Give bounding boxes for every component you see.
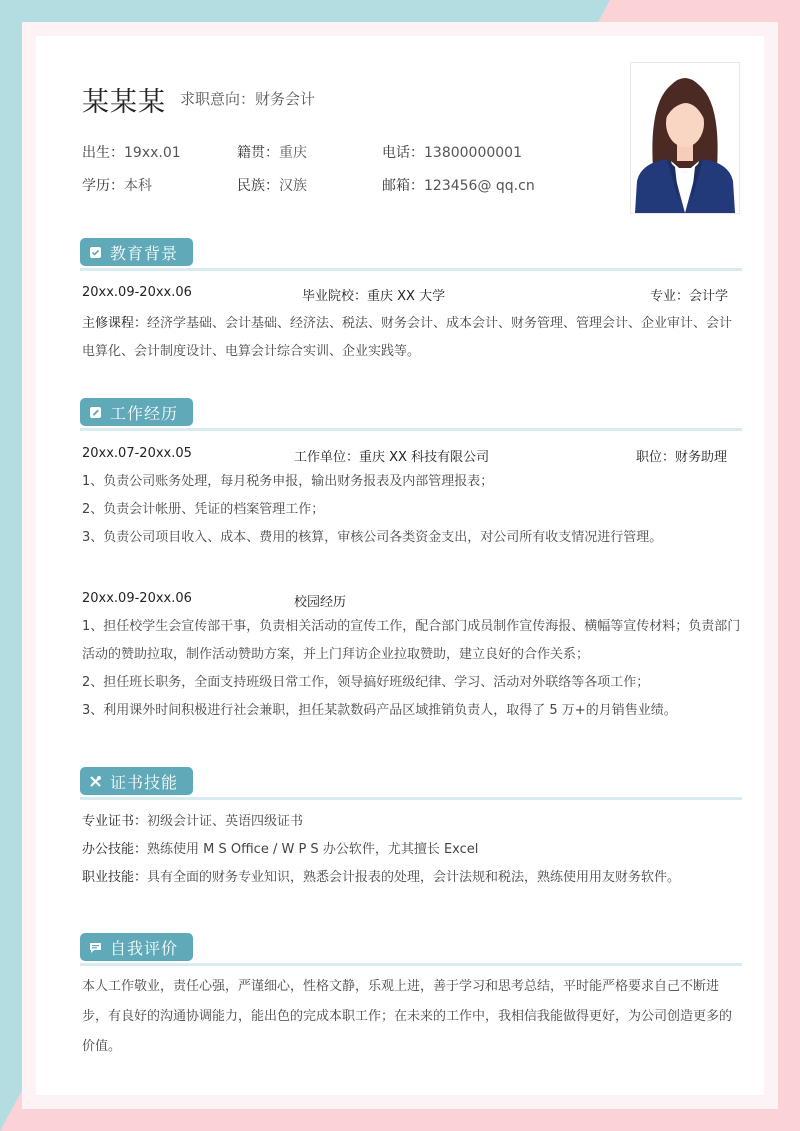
info-ethnicity: 民族：汉族 (237, 178, 307, 194)
campus-items (82, 613, 742, 725)
list-item: 1、负责公司账务处理，每月税务申报，输出财务报表及内部管理报表； (82, 474, 494, 489)
list-item: 专业证书：初级会计证、英语四级证书 (82, 814, 304, 829)
candidate-name: 某某某 (82, 87, 166, 118)
job-duties (82, 468, 742, 552)
tools-icon (89, 775, 102, 788)
section-divider (80, 963, 742, 966)
info-email: 邮箱：123456@ qq.cn (382, 178, 535, 194)
document-icon (89, 246, 102, 259)
info-hometown: 籍贯：重庆 (237, 145, 307, 161)
edu-date: 20xx.09-20xx.06 (82, 285, 192, 300)
campus-title: 校园经历 (294, 595, 347, 610)
section-divider (80, 428, 742, 431)
edu-school: 毕业院校：重庆 XX 大学 (302, 289, 446, 304)
list-item: 办公技能：熟练使用 M S Office / W P S 办公软件，尤其擅长 Excel (82, 842, 479, 857)
section-pill (80, 238, 193, 266)
section-title: 证书技能 (110, 773, 179, 792)
section-divider (80, 797, 742, 800)
list-item: 2、负责会计帐册、凭证的档案管理工作； (82, 502, 325, 517)
section-pill (80, 767, 193, 795)
self-evaluation: 本人工作敬业，责任心强，严谨细心，性格文静，乐观上进，善于学习和思考总结，平时能严格要求自己不断进步，有良好的沟通协调能力，能出色的完成本职工作；在未来的工作中，我相信我能做得更好，为公司创造更多的价值。 (82, 979, 733, 1054)
list-item: 3、负责公司项目收入、成本、费用的核算，审核公司各类资金支出，对公司所有收支情况进行管理。 (82, 530, 663, 545)
list-item: 1、担任校学生会宣传部干事，负责相关活动的宣传工作，配合部门成员制作宣传海报、横幅等宣传材料；负责部门活动的赞助拉取，制作活动赞助方案，并上门拜访企业拉取赞助，建立良好的合作关系； (82, 619, 741, 662)
info-education: 学历：本科 (82, 178, 152, 194)
comment-icon (89, 941, 102, 954)
list-item: 2、担任班长职务，全面支持班级日常工作，领导搞好班级纪律、学习、活动对外联络等各项工作； (82, 675, 650, 690)
list-item: 3、利用课外时间积极进行社会兼职，担任某款数码产品区域推销负责人，取得了 5 万+的月销售业绩。 (82, 703, 677, 718)
job-intent: 求职意向：财务会计 (180, 90, 316, 108)
job-company: 工作单位：重庆 XX 科技有限公司 (294, 450, 490, 465)
avatar-illustration (631, 63, 739, 213)
section-title: 教育背景 (110, 244, 179, 263)
section-title: 工作经历 (110, 404, 179, 423)
edit-icon (89, 406, 102, 419)
section-divider (80, 268, 742, 271)
campus-date: 20xx.09-20xx.06 (82, 591, 192, 606)
info-birth: 出生：19xx.01 (82, 145, 181, 161)
list-item: 职业技能：具有全面的财务专业知识，熟悉会计报表的处理，会计法规和税法，熟练使用用友财务软件。 (82, 870, 681, 885)
section-pill (80, 933, 193, 961)
job-date: 20xx.07-20xx.05 (82, 446, 192, 461)
job-position: 职位：财务助理 (636, 450, 728, 465)
section-title: 自我评价 (110, 939, 179, 958)
info-phone: 电话：13800000001 (382, 145, 522, 161)
edu-major: 专业：会计学 (650, 289, 729, 304)
section-pill (80, 398, 193, 426)
profile-photo (630, 62, 740, 214)
edu-courses: 主修课程：经济学基础、会计基础、经济法、税法、财务会计、成本会计、财务管理、管理会计、企业审计、会计电算化、会计制度设计、电算会计综合实训、企业实践等。 (82, 316, 733, 359)
skills-list (82, 808, 742, 892)
